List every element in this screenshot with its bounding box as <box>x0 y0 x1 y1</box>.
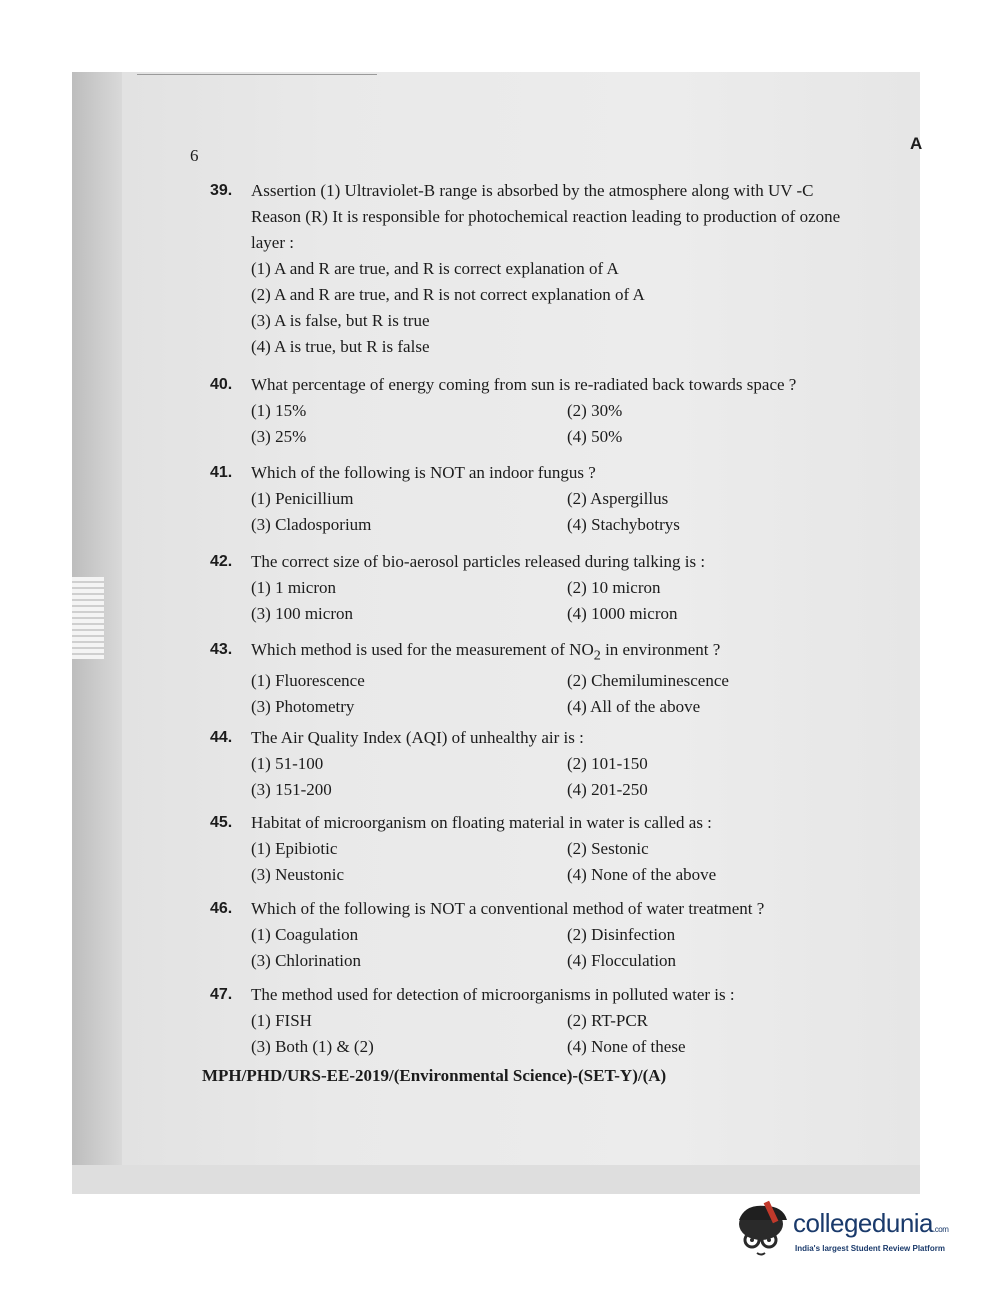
options-row <box>251 948 916 974</box>
option: (2) Disinfection <box>567 925 676 944</box>
options-row <box>251 668 916 694</box>
question-number: 45. <box>210 814 233 831</box>
option: (2) Aspergillus <box>567 489 669 508</box>
logo-tagline: India's largest Student Review Platform <box>795 1244 945 1253</box>
options-row <box>251 777 916 803</box>
question-number: 46. <box>210 900 233 917</box>
binder-tab <box>72 577 104 659</box>
option: (1) A and R are true, and R is correct explanation of A <box>251 259 619 278</box>
question-number: 40. <box>210 376 233 393</box>
option: (1) Fluorescence <box>251 671 365 691</box>
question-number: 39. <box>210 182 233 199</box>
question-text: The correct size of bio-aerosol particles released during talking is : <box>251 552 706 571</box>
scan-rule <box>137 74 377 75</box>
options-row <box>251 424 916 450</box>
option: (1) 51-100 <box>251 754 324 773</box>
question-text: Which of the following is NOT a conventional method of water treatment ? <box>251 899 765 918</box>
question-40 <box>210 372 916 450</box>
option: (3) Both (1) & (2) <box>251 1037 374 1056</box>
options-row <box>251 512 916 538</box>
options-row <box>251 922 916 948</box>
option: (3) Neustonic <box>251 865 345 884</box>
options-row <box>251 751 916 777</box>
option: (3) Cladosporium <box>251 515 372 534</box>
question-number: 42. <box>210 553 233 570</box>
question-number: 41. <box>210 464 233 481</box>
option: (2) RT-PCR <box>567 1011 649 1030</box>
options-row <box>251 862 916 888</box>
question-text: The Air Quality Index (AQI) of unhealthy air is : <box>251 728 584 747</box>
question-text-line: layer : <box>251 233 294 252</box>
option: (3) 151-200 <box>251 780 332 799</box>
question-43 <box>210 637 916 720</box>
options-row <box>251 601 916 627</box>
question-text-line: Reason (R) It is responsible for photochemical reaction leading to production of ozone <box>251 207 841 226</box>
paper-code: MPH/PHD/URS-EE-2019/(Environmental Science)-(SET-Y)/(A) <box>202 1066 667 1085</box>
option: (4) 50% <box>567 427 623 446</box>
option: (3) A is false, but R is true <box>251 311 430 330</box>
option: (2) 101-150 <box>567 754 648 773</box>
option: (3) Chlorination <box>251 951 362 970</box>
option: (1) Penicillium <box>251 489 354 508</box>
option: (4) Stachybotrys <box>567 515 680 534</box>
student-mascot-icon <box>735 1198 795 1258</box>
option: (1) 15% <box>251 401 307 420</box>
question-39 <box>210 178 916 360</box>
question-45 <box>210 810 916 888</box>
option: (4) 201-250 <box>567 780 648 799</box>
scan-bottom-band <box>72 1165 920 1194</box>
option: (2) 10 micron <box>567 578 661 597</box>
scanned-page <box>72 72 923 1194</box>
options-row <box>251 1034 916 1060</box>
question-42 <box>210 549 916 627</box>
option: (4) None of the above <box>567 865 717 884</box>
question-47 <box>210 982 916 1060</box>
option: (4) A is true, but R is false <box>251 337 430 356</box>
option: (1) Coagulation <box>251 925 359 944</box>
option: (2) A and R are true, and R is not correct explanation of A <box>251 285 645 304</box>
options-row <box>251 575 916 601</box>
question-text: What percentage of energy coming from sun is re-radiated back towards space ? <box>251 375 797 394</box>
option: (2) 30% <box>567 401 623 420</box>
question-46 <box>210 896 916 974</box>
options-row <box>251 836 916 862</box>
question-41 <box>210 460 916 538</box>
collegedunia-logo[interactable] <box>735 1198 965 1268</box>
options-row <box>251 486 916 512</box>
options-row <box>251 694 916 720</box>
option: (3) Photometry <box>251 697 355 717</box>
option: (4) Flocculation <box>567 951 677 970</box>
options-row <box>251 398 916 424</box>
option: (3) 100 micron <box>251 604 353 623</box>
option: (2) Sestonic <box>567 839 649 858</box>
option: (3) 25% <box>251 427 307 446</box>
option: (4) None of these <box>567 1037 686 1056</box>
question-text-line: Assertion (1) Ultraviolet-B range is absorbed by the atmosphere along with UV -C <box>251 181 814 200</box>
option: (2) Chemiluminescence <box>567 671 729 691</box>
option: (1) Epibiotic <box>251 839 338 858</box>
question-number: 44. <box>210 729 233 746</box>
set-letter: A <box>910 134 923 153</box>
question-number: 43. <box>210 641 233 658</box>
options-row <box>251 1008 916 1034</box>
question-text: Habitat of microorganism on floating material in water is called as : <box>251 813 712 832</box>
question-text: Which of the following is NOT an indoor fungus ? <box>251 463 596 482</box>
option: (4) 1000 micron <box>567 604 678 623</box>
page-number: 6 <box>190 146 199 165</box>
question-text: The method used for detection of microorganisms in polluted water is : <box>251 985 735 1004</box>
option: (1) FISH <box>251 1011 312 1030</box>
question-number: 47. <box>210 986 233 1003</box>
option: (4) All of the above <box>567 697 701 717</box>
question-text: Which method is used for the measurement of $NO_2$ in environment ? <box>251 640 721 664</box>
question-44 <box>210 725 916 803</box>
option: (1) 1 micron <box>251 578 336 597</box>
logo-wordmark: collegedunia.com <box>793 1208 949 1238</box>
